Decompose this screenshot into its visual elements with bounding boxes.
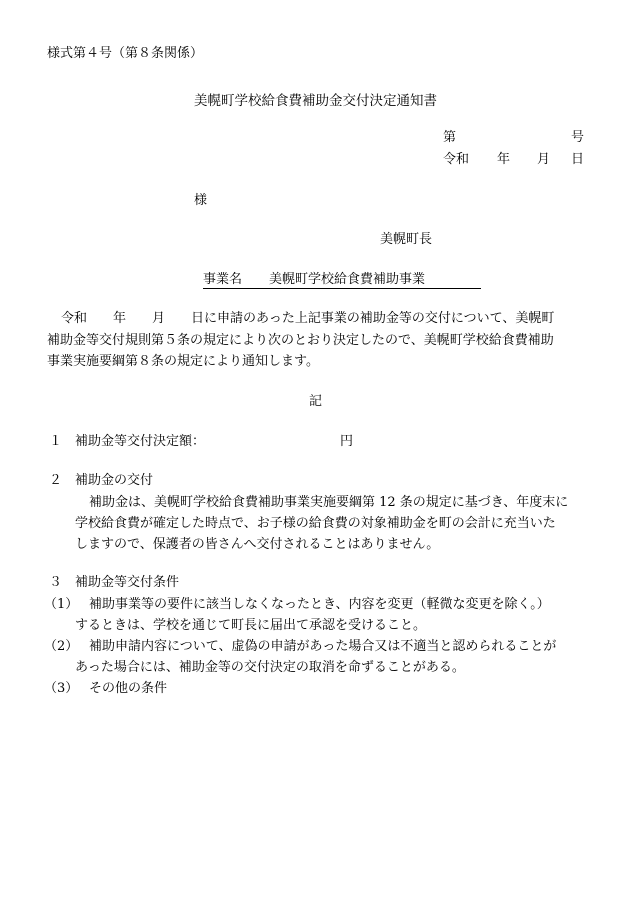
project-name: 美幌町学校給食費補助事業 — [269, 272, 426, 287]
condition-2-line-2: あった場合には、補助金等の交付決定の取消を命ずることがある。 — [75, 660, 465, 675]
section2-number: ２ — [49, 473, 63, 488]
section2-line-2: 学校給食費が確定した時点で、お子様の給食費の対象補助金を町の会計に充当いた — [75, 516, 556, 531]
doc-number-gou: 号 — [571, 130, 585, 145]
form-number: 様式第４号（第８条関係） — [47, 46, 204, 61]
section1-unit: 円 — [340, 434, 354, 449]
date-era: 令和 — [443, 152, 470, 167]
project-label: 事業名 — [203, 272, 243, 287]
section3-number: ３ — [49, 575, 63, 590]
intro-line-3: 事業実施要綱第８条の規定により通知します。 — [47, 354, 319, 369]
project-line — [203, 272, 481, 289]
date-year: 年 — [497, 152, 511, 167]
section2-line-1: 補助金は、美幌町学校給食費補助事業実施要綱第 12 条の規定に基づき、年度末に — [89, 495, 569, 510]
condition-3-line-1: その他の条件 — [89, 681, 168, 696]
condition-2-number: （2） — [44, 639, 79, 654]
date-day: 日 — [571, 152, 585, 167]
condition-1-line-1: 補助事業等の要件に該当しなくなったとき、内容を変更（軽微な変更を除く。） — [89, 597, 550, 612]
section1-label: 補助金等交付決定額： — [75, 434, 206, 449]
date-month: 月 — [537, 152, 551, 167]
addressee-honorific: 様 — [194, 193, 208, 208]
condition-1-line-2: するときは、学校を通じて町長に届出て承認を受けること。 — [75, 618, 427, 633]
intro-line-2: 補助金等交付規則第５条の規定により次のとおり決定したので、美幌町学校給食費補助 — [47, 333, 554, 348]
section2-title: 補助金の交付 — [75, 473, 154, 488]
condition-2-line-1: 補助申請内容について、虚偽の申請があった場合又は不適当と認められることが — [89, 639, 557, 654]
ki-marker: 記 — [309, 394, 323, 409]
sender-name: 美幌町長 — [380, 232, 433, 247]
document-title: 美幌町学校給食費補助金交付決定通知書 — [194, 93, 437, 109]
condition-3-number: （3） — [44, 681, 79, 696]
section2-line-3: しますので、保護者の皆さんへ交付されることはありません。 — [75, 537, 440, 552]
section3-title: 補助金等交付条件 — [75, 575, 180, 590]
intro-line-1: 令和 年 月 日に申請のあった上記事業の補助金等の交付について、美幌町 — [61, 311, 555, 326]
condition-1-number: （1） — [44, 597, 79, 612]
doc-number-dai: 第 — [443, 130, 457, 145]
section1-number: １ — [49, 434, 63, 449]
